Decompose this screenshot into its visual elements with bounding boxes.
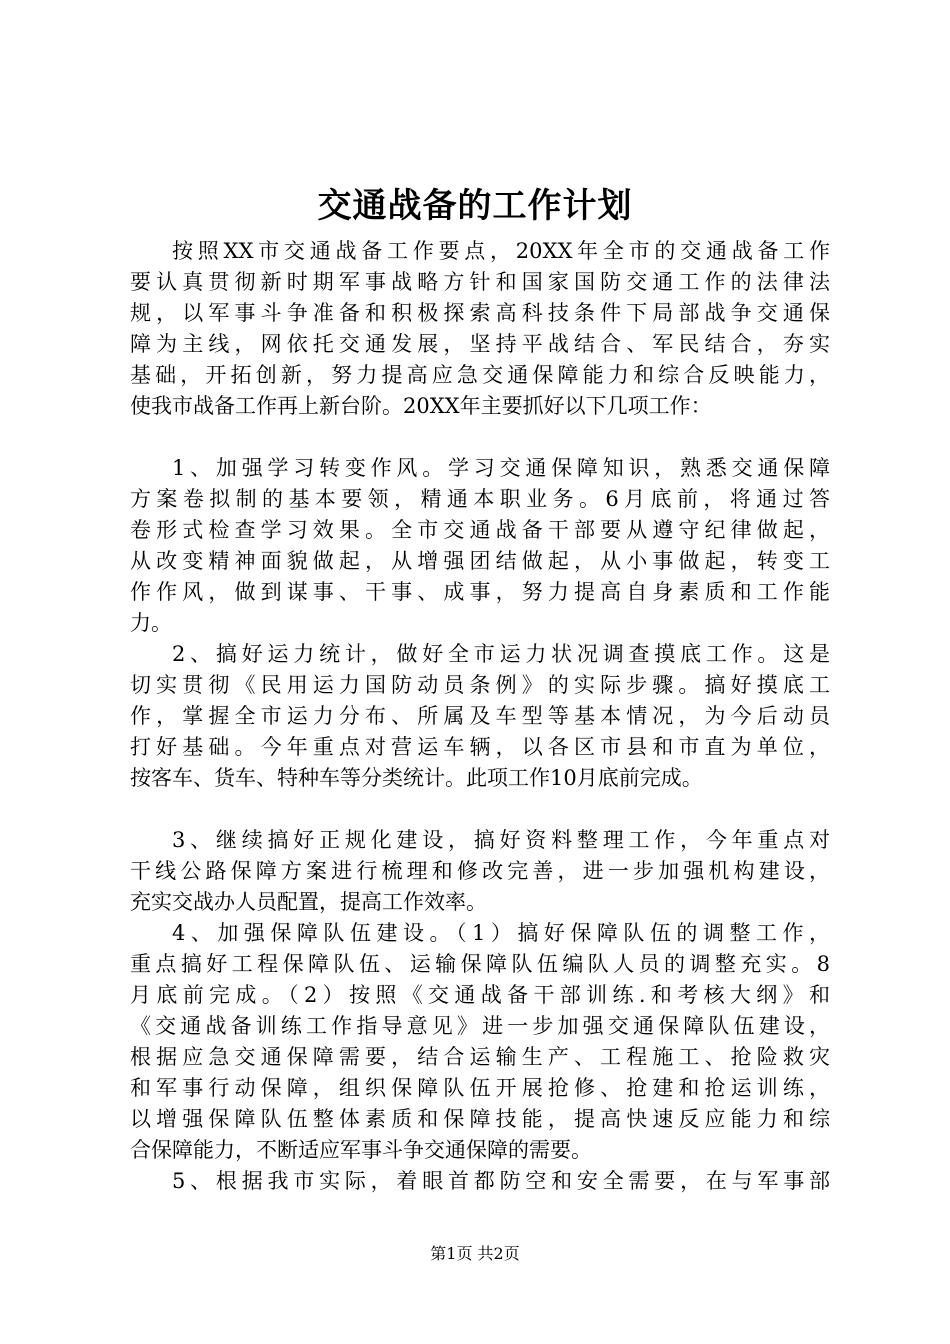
document-title: 交通战备的工作计划: [317, 186, 633, 226]
paragraph-gap: [130, 422, 830, 453]
paragraph-gap: [130, 794, 830, 825]
paragraph-item-3: [130, 825, 830, 918]
text-line: 1、加强学习转变作风。学习交通保障知识，熟悉交通保障: [172, 456, 830, 480]
text-line: 使我市战备工作再上新台阶。20XX年主要抓好以下几项工作：: [130, 394, 712, 418]
paragraph-intro: [130, 236, 830, 422]
text-line: 重点搞好工程保障队伍、运输保障队伍编队人员的调整充实。8: [130, 952, 830, 976]
text-line: 2、搞好运力统计，做好全市运力状况调查摸底工作。这是: [172, 642, 830, 666]
text-line: 打好基础。今年重点对营运车辆，以各区市县和市直为单位，: [130, 735, 830, 759]
paragraph-item-4: [130, 918, 830, 1166]
text-line: 基础，开拓创新，努力提高应急交通保障能力和综合反映能力，: [130, 363, 830, 387]
text-line: 规，以军事斗争准备和积极探索高科技条件下局部战争交通保: [130, 301, 830, 325]
paragraph-item-5: [130, 1166, 830, 1197]
text-line: 障为主线，网依托交通发展，坚持平战结合、军民结合，夯实: [130, 332, 830, 356]
text-line: 根据应急交通保障需要，结合运输生产、工程施工、抢险救灾: [130, 1045, 830, 1069]
text-line: 按客车、货车、特种车等分类统计。此项工作10月底前完成。: [130, 766, 703, 790]
text-line: 从改变精神面貌做起，从增强团结做起，从小事做起，转变工: [130, 549, 830, 573]
text-line: 以增强保障队伍整体素质和保障技能，提高快速反应能力和综: [130, 1107, 830, 1131]
text-line: 4、加强保障队伍建设。（1）搞好保障队伍的调整工作，: [172, 921, 830, 945]
text-line: 《交通战备训练工作指导意见》进一步加强交通保障队伍建设，: [130, 1014, 830, 1038]
text-line: 按照XX市交通战备工作要点，20XX年全市的交通战备工作: [172, 239, 830, 263]
text-line: 月底前完成。（2）按照《交通战备干部训练.和考核大纲》和: [130, 983, 830, 1007]
document-body: [130, 236, 830, 1197]
text-line: 方案卷拟制的基本要领，精通本职业务。6月底前，将通过答: [130, 487, 830, 511]
paragraph-item-1: [130, 453, 830, 639]
text-line: 5、根据我市实际，着眼首都防空和安全需要，在与军事部: [172, 1169, 830, 1193]
text-line: 要认真贯彻新时期军事战略方针和国家国防交通工作的法律法: [130, 270, 830, 294]
text-line: 力。: [130, 611, 172, 635]
text-line: 干线公路保障方案进行梳理和修改完善，进一步加强机构建设，: [130, 859, 830, 883]
text-line: 和军事行动保障，组织保障队伍开展抢修、抢建和抢运训练，: [130, 1076, 830, 1100]
paragraph-item-2: [130, 639, 830, 794]
text-line: 3、继续搞好正规化建设，搞好资料整理工作，今年重点对: [172, 828, 830, 852]
page-number-footer: 第1页 共2页: [430, 1244, 520, 1263]
text-line: 切实贯彻《民用运力国防动员条例》的实际步骤。搞好摸底工: [130, 673, 830, 697]
text-line: 充实交战办人员配置，提高工作效率。: [130, 890, 487, 914]
text-line: 合保障能力，不断适应军事斗争交通保障的需要。: [130, 1138, 592, 1162]
text-line: 作，掌握全市运力分布、所属及车型等基本情况，为今后动员: [130, 704, 830, 728]
text-line: 作作风，做到谋事、干事、成事，努力提高自身素质和工作能: [130, 580, 830, 604]
text-line: 卷形式检查学习效果。全市交通战备干部要从遵守纪律做起，: [130, 518, 830, 542]
